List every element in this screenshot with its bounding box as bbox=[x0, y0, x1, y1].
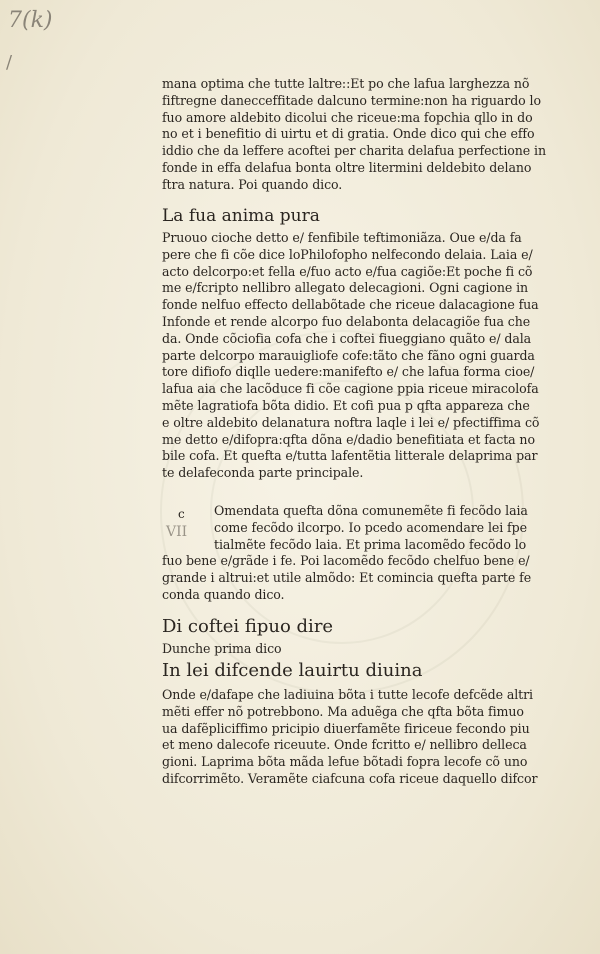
text-line: parte delcorpo marauigliofe cofe:tãto che fãno ogni guarda bbox=[162, 347, 535, 363]
paragraph-4 bbox=[162, 687, 557, 788]
paragraph-2 bbox=[162, 230, 557, 482]
text-line: fonde nelfuo effecto dellabõtade che riceue dalacagione fua bbox=[162, 297, 539, 313]
text-line: Omendata quefta dõna comunemẽte fi fecõdo laia bbox=[214, 503, 528, 518]
text-line: grande i altrui:et utile almõdo: Et comincia quefta parte fe bbox=[162, 570, 532, 586]
text-line: no et i benefitio di uirtu et di gratia. Onde dico qui che effo bbox=[162, 126, 535, 142]
marginal-guide-letters: VII bbox=[166, 524, 188, 540]
capital-guide-letter: c bbox=[178, 507, 185, 521]
text-line: Infonde et rende alcorpo fuo delabonta delacagiõe fua che bbox=[162, 313, 531, 329]
text-line: tore difiofo diqlle uedere:manifefto e/ che lafua forma cioe/ bbox=[162, 364, 535, 380]
section-heading: In lei difcende lauirtu diuina bbox=[162, 660, 423, 681]
text-line: ftra natura. Poi quando dico. bbox=[162, 176, 343, 192]
text-line: mẽte lagratiofa bõta didio. Et cofi pua p qfta appareza che bbox=[162, 397, 530, 413]
folio-number: 7(k) bbox=[8, 8, 53, 33]
text-line: iddio che da leffere acoftei per charita delafua perfectione in bbox=[162, 143, 546, 159]
section-heading: La fua anima pura bbox=[162, 206, 320, 226]
text-line: acto delcorpo:et fella e/fuo acto e/fua cagiõe:Et poche fi cõ bbox=[162, 263, 533, 279]
text-line: come fecõdo ilcorpo. Io pcedo acomendare lei fpe bbox=[214, 519, 527, 535]
text-line: fiftregne danecceffitade dalcuno termine:non ha riguardo lo bbox=[162, 92, 541, 108]
text-line: me detto e/difopra:qfta dõna e/dadio benefitiata et facta no bbox=[162, 431, 535, 447]
text-line: conda quando dico. bbox=[162, 586, 285, 602]
text-line: difcorrimẽto. Veramẽte ciafcuna cofa riceue daquello difcor bbox=[162, 770, 538, 786]
text-line: e oltre aldebito delanatura noftra laqle i lei e/ pfectiffima cõ bbox=[162, 414, 540, 430]
heading-1-block bbox=[162, 205, 557, 227]
text-line: bile cofa. Et quefta e/tutta lafentẽtia litterale delaprima par bbox=[162, 448, 538, 464]
margin-mark: / bbox=[6, 52, 13, 73]
text-line: pere che fi cõe dice loPhilofopho nelfecondo delaia. Laia e/ bbox=[162, 246, 533, 262]
text-line: te delafeconda parte principale. bbox=[162, 465, 364, 481]
text-line: Pruouo cioche detto e/ fenfibile teftimoniãza. Oue e/da fa bbox=[162, 230, 522, 245]
paragraph-3 bbox=[162, 503, 557, 604]
text-line: fuo amore aldebito dicolui che riceue:ma fopchia qllo in do bbox=[162, 109, 533, 125]
heading-3-block bbox=[162, 660, 557, 682]
text-line: fonde in effa delafua bonta oltre litermini deldebito delano bbox=[162, 159, 532, 175]
text-line: lafua aia che lacõduce fi cõe cagione ppia riceue miracolofa bbox=[162, 381, 539, 397]
text-line: mana optima che tutte laltre::Et po che lafua larghezza nõ bbox=[162, 76, 530, 91]
text-line: ua dafẽpliciffimo pricipio diuerfamẽte firiceue fecondo piu bbox=[162, 720, 530, 736]
text-line: Onde e/dafape che ladiuina bõta i tutte lecofe defcẽde altri bbox=[162, 687, 533, 702]
text-line: mẽti effer nõ potrebbono. Ma aduẽga che qfta bõta fimuo bbox=[162, 703, 524, 719]
section-heading: Di coftei fipuo dire bbox=[162, 616, 334, 637]
text-line: da. Onde cõciofia cofa che i coftei fiueggiano quãto e/ dala bbox=[162, 330, 532, 346]
text-line: et meno dalecofe riceuute. Onde fcritto e/ nellibro delleca bbox=[162, 737, 527, 753]
heading-2-block bbox=[162, 616, 557, 638]
text-line: Dunche prima dico bbox=[162, 641, 282, 656]
text-line: gioni. Laprima bõta mãda lefue bõtadi fopra lecofe cõ uno bbox=[162, 754, 528, 770]
text-line: tialmẽte fecõdo laia. Et prima lacomẽdo fecõdo lo bbox=[214, 536, 527, 552]
text-line: fuo bene e/grãde i fe. Poi lacomẽdo fecõdo chelfuo bene e/ bbox=[162, 553, 530, 569]
intro-line-block bbox=[162, 641, 557, 658]
paragraph-1 bbox=[162, 76, 557, 194]
text-line: me e/fcripto nellibro allegato delecagioni. Ogni cagione in bbox=[162, 280, 529, 296]
